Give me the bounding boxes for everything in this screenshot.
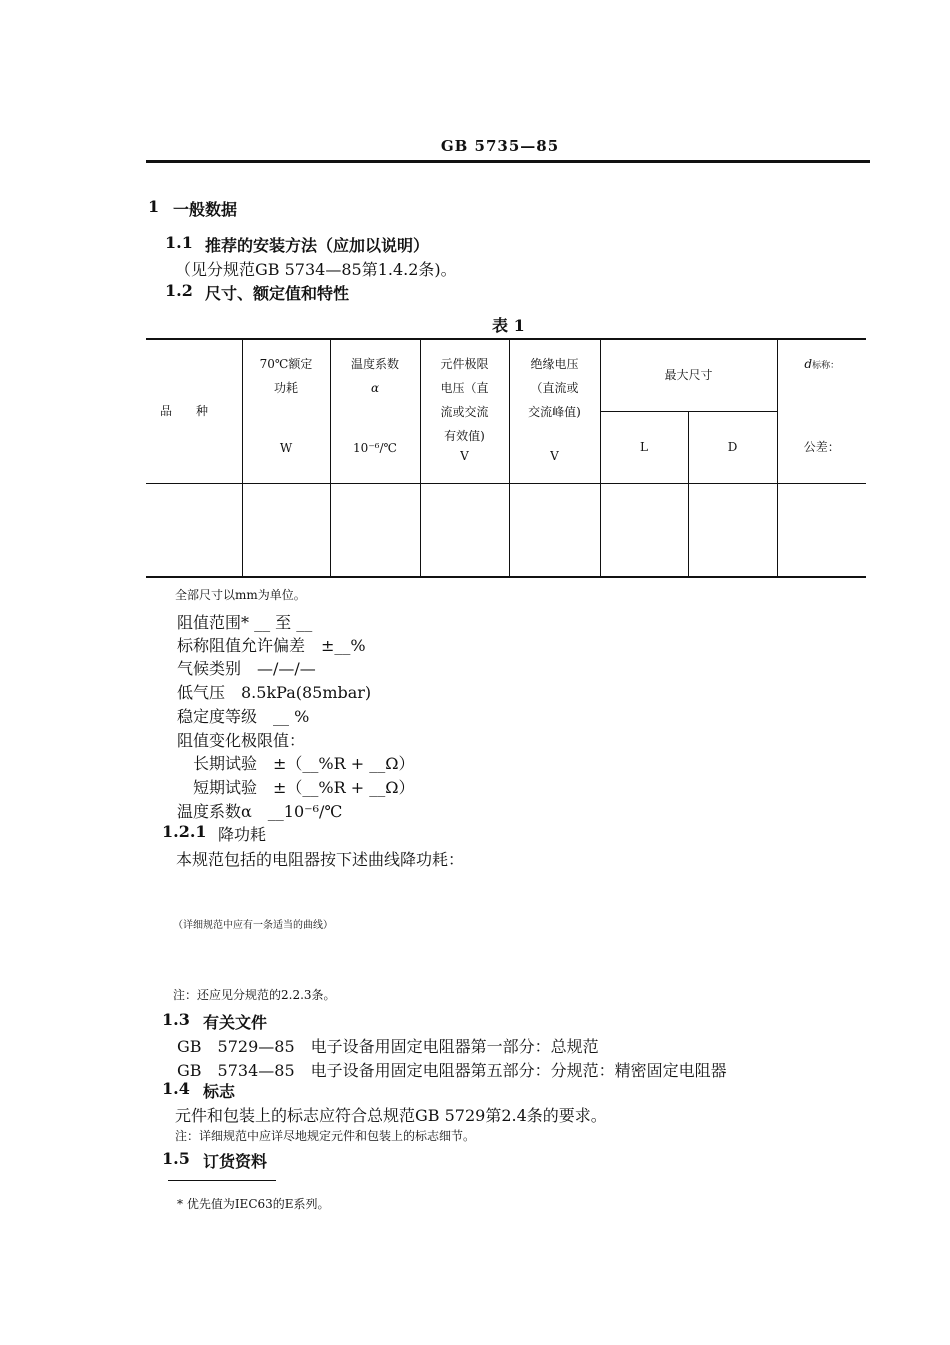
resistance-range: 阻值范围* __ 至 __: [177, 613, 313, 632]
section-1-number: 1: [148, 197, 160, 216]
reference-doc-1: GB 5729—85 电子设备用固定电阻器第一部分：总规范: [177, 1037, 599, 1056]
section-1-5-number: 1.5: [162, 1149, 190, 1168]
col-voltage-line3: 流或交流: [440, 405, 489, 419]
col-temp-line2: α: [370, 381, 380, 395]
curve-note: （详细规范中应有一条适当的曲线）: [173, 920, 333, 931]
col-limit-voltage: [420, 339, 509, 483]
section-1-2-title: 尺寸、额定值和特性: [205, 284, 350, 303]
section-1-2-1-number: 1.2.1: [162, 822, 207, 841]
footnote: * 优先值为IEC63的E系列。: [177, 1197, 330, 1211]
section-1-2-1-title: 降功耗: [218, 825, 267, 844]
col-max-size: 最大尺寸: [600, 339, 777, 411]
col-power-unit: W: [279, 441, 293, 455]
table-cell: [146, 483, 242, 577]
table-cell: [242, 483, 330, 577]
col-D: D: [688, 411, 777, 483]
marking-note: 注：详细规范中应详尽地规定元件和包装上的标志细节。: [175, 1129, 476, 1143]
col-voltage-line4: 有效值): [444, 429, 485, 443]
temperature-coefficient: 温度系数α __10⁻⁶/℃: [177, 802, 343, 821]
low-pressure: 低气压 8.5kPa(85mbar): [177, 683, 372, 702]
spec-table-1: [146, 338, 866, 578]
table-cell: [420, 483, 509, 577]
climatic-category: 气候类别 —/—/—: [177, 659, 316, 678]
header-rule: [146, 160, 870, 163]
section-1-3-title: 有关文件: [203, 1013, 268, 1032]
short-term-test: 短期试验 ±（__%R + __Ω）: [193, 778, 415, 797]
col-d-sub: 标称：: [812, 361, 840, 371]
document-header: GB 5735—85: [440, 137, 560, 155]
tolerance: 标称阻值允许偏差 ±__%: [177, 636, 366, 655]
units-note: 全部尺寸以mm为单位。: [175, 588, 306, 602]
limit-change: 阻值变化极限值：: [177, 731, 306, 750]
stability-grade: 稳定度等级 __ %: [177, 707, 310, 726]
col-variety: 品 种: [146, 339, 242, 483]
col-insulation-voltage: [509, 339, 600, 483]
table-cell: [688, 483, 777, 577]
derating-note: 注：还应见分规范的2.2.3条。: [173, 988, 336, 1002]
table-cell: [777, 483, 866, 577]
section-1-title: 一般数据: [173, 200, 238, 219]
section-1-4-title: 标志: [203, 1082, 236, 1101]
section-1-1-title: 推荐的安装方法（应加以说明）: [205, 236, 430, 255]
derating-text: 本规范包括的电阻器按下述曲线降功耗：: [176, 850, 465, 869]
table-cell: [509, 483, 600, 577]
col-power-line2: 功耗: [273, 381, 298, 395]
col-insul-line2: （直流或: [530, 381, 579, 395]
section-1-1-text: （见分规范GB 5734—85第1.4.2条)。: [175, 260, 457, 279]
marking-text: 元件和包装上的标志应符合总规范GB 5729第2.4条的要求。: [175, 1106, 607, 1125]
col-voltage-unit: V: [460, 449, 469, 463]
section-1-1-number: 1.1: [165, 233, 193, 252]
table-cell: [330, 483, 420, 577]
section-1-4-number: 1.4: [162, 1079, 190, 1098]
col-power: [242, 339, 330, 483]
col-insul-unit: V: [550, 449, 559, 463]
table-caption: 表 1: [492, 316, 525, 335]
section-1-3-number: 1.3: [162, 1010, 190, 1029]
col-L: L: [600, 411, 688, 483]
section-1-2-number: 1.2: [165, 281, 193, 300]
col-voltage-line2: 电压（直: [440, 381, 489, 395]
col-insul-line3: 交流峰值): [528, 405, 581, 419]
col-temp-unit: 10⁻⁶/℃: [353, 441, 397, 455]
col-voltage-line1: 元件极限: [440, 357, 489, 371]
col-temp-line1: 温度系数: [350, 357, 399, 371]
table-cell: [600, 483, 688, 577]
col-d-symbol: d: [804, 357, 813, 371]
col-insul-line1: 绝缘电压: [530, 357, 579, 371]
col-temp-coeff: [330, 339, 420, 483]
footnote-rule: [168, 1180, 276, 1181]
section-1-5-title: 订货资料: [203, 1152, 268, 1171]
col-d-nominal: [777, 339, 866, 411]
long-term-test: 长期试验 ±（__%R + __Ω）: [193, 754, 415, 773]
reference-doc-2: GB 5734—85 电子设备用固定电阻器第五部分：分规范：精密固定电阻器: [177, 1061, 727, 1080]
col-power-line1: 70℃额定: [259, 357, 313, 371]
col-tolerance: 公差：: [777, 411, 866, 483]
